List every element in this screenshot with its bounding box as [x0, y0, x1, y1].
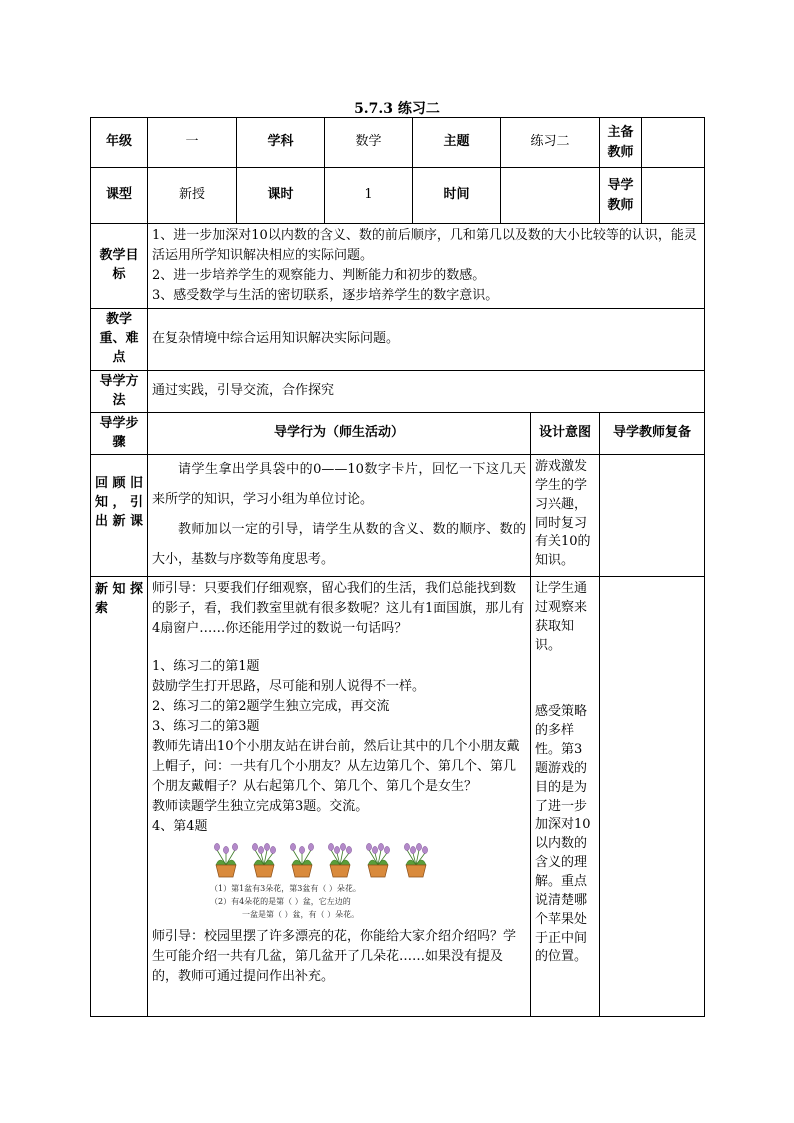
- review-paragraph: 请学生拿出学具袋中的0——10数字卡片，回忆一下这几天来所学的知识，学习小组为单位讨论。: [152, 462, 526, 507]
- explore-teacher-notes: [600, 577, 705, 1017]
- figure-question-2a: （2）有4朵花的是第（ ）盆，它左边的: [210, 897, 351, 906]
- flower-pot-icon: [252, 843, 275, 877]
- explore-item: 鼓励学生打开思路，尽可能和别人说得不一样。: [152, 679, 426, 694]
- steps-label: 导学步骤: [91, 413, 148, 455]
- time-value: [501, 168, 600, 224]
- explore-intent-2: 感受策略的多样性。第3题游戏的目的是为了进一步加深对10以内数的含义的理解。重点说清楚哪个苹果处于正中间的位置。: [535, 704, 591, 965]
- explore-lead: 师引导：只要我们仔细观察，留心我们的生活，我们总能找到数的影子，看，我们教室里就有很多数呢？这儿有1面国旗，那儿有4扇窗户……你还能用学过的数说一句话吗？: [152, 581, 525, 636]
- explore-item: 教师先请出10个小朋友站在讲台前，然后让其中的几个小朋友戴上帽子，问：一共有几个小朋友？从左边第几个、第几个、第几个朋友戴帽子？从右起第几个、第几个、第几个是女生？: [152, 739, 520, 794]
- lesson-type-label: 课型: [91, 168, 148, 224]
- steps-header-row: [91, 413, 705, 455]
- flower-pot-icon: [290, 843, 313, 877]
- key-points-text: 在复杂情境中综合运用知识解决实际问题。: [148, 309, 705, 371]
- explore-section-row: [91, 577, 705, 1017]
- figure-question-1: （1）第1盆有3朵花，第3盆有（ ）朵花。: [210, 884, 361, 893]
- grade-label: 年级: [91, 118, 148, 168]
- guide-teacher-label: 导学教师: [600, 168, 642, 224]
- flower-pot-icon: [366, 843, 389, 877]
- activity-header: 导学行为（师生活动）: [148, 413, 531, 455]
- explore-item: 2、练习二的第2题学生独立完成，再交流: [152, 699, 390, 714]
- guide-teacher-value: [642, 168, 705, 224]
- goals-label: 教学目标: [91, 224, 148, 309]
- grade-value: 一: [148, 118, 237, 168]
- time-label: 时间: [413, 168, 501, 224]
- explore-item: 1、练习二的第1题: [152, 659, 260, 674]
- flower-pot-icon: [404, 843, 427, 877]
- info-row-2: [91, 168, 705, 224]
- explore-item: 4、第4题: [152, 819, 208, 834]
- explore-label: 新知探索: [91, 577, 148, 1017]
- flower-pots-figure: [202, 841, 442, 923]
- method-row: [91, 371, 705, 413]
- figure-question-2b: 一盆是第（ ）盆，有（ ）朵花。: [242, 910, 360, 919]
- review-label: 回顾旧知，引出新课: [91, 455, 148, 577]
- flower-pot-icon: [328, 843, 351, 877]
- review-teacher-notes: [600, 455, 705, 577]
- goals-row: [91, 224, 705, 309]
- info-row-1: [91, 118, 705, 168]
- explore-item: 3、练习二的第3题: [152, 719, 260, 734]
- topic-value: 练习二: [501, 118, 600, 168]
- review-paragraph: 教师加以一定的引导，请学生从数的含义、数的顺序、数的大小，基数与序数等角度思考。: [152, 522, 526, 567]
- explore-item: 教师读题学生独立完成第3题。交流。: [152, 799, 369, 814]
- period-label: 课时: [237, 168, 325, 224]
- goal-item: 2、进一步培养学生的观察能力、判断能力和初步的数感。: [152, 268, 486, 283]
- subject-value: 数学: [325, 118, 413, 168]
- key-points-row: [91, 309, 705, 371]
- subject-label: 学科: [237, 118, 325, 168]
- lead-teacher-value: [642, 118, 705, 168]
- review-intent: 游戏激发学生的学习兴趣，同时复习有关10的知识。: [531, 455, 600, 577]
- review-header: 导学教师复备: [600, 413, 705, 455]
- topic-label: 主题: [413, 118, 501, 168]
- period-value: 1: [325, 168, 413, 224]
- key-points-label: 教学重、难点: [91, 309, 148, 371]
- document-title: 5.7.3 练习二: [354, 101, 440, 117]
- lesson-type-value: 新授: [148, 168, 237, 224]
- flower-pot-icon: [214, 843, 237, 877]
- explore-closing: 师引导：校园里摆了许多漂亮的花，你能给大家介绍介绍吗？学生可能介绍一共有几盆，第几盆开了几朵花……如果没有提及的，教师可通过提问作出补充。: [152, 929, 517, 984]
- method-label: 导学方法: [91, 371, 148, 413]
- method-text: 通过实践，引导交流，合作探究: [148, 371, 705, 413]
- goal-item: 1、进一步加深对10以内数的含义、数的前后顺序，几和第几以及数的大小比较等的认识，能灵活运用所学知识解决相应的实际问题。: [152, 228, 697, 263]
- goal-item: 3、感受数学与生活的密切联系，逐步培养学生的数字意识。: [152, 288, 499, 303]
- review-section-row: [91, 455, 705, 577]
- explore-intent-1: 让学生通过观察来获取知识。: [535, 581, 588, 653]
- intent-header: 设计意图: [531, 413, 600, 455]
- lead-teacher-label: 主备教师: [600, 118, 642, 168]
- lesson-plan-table: [90, 117, 705, 1017]
